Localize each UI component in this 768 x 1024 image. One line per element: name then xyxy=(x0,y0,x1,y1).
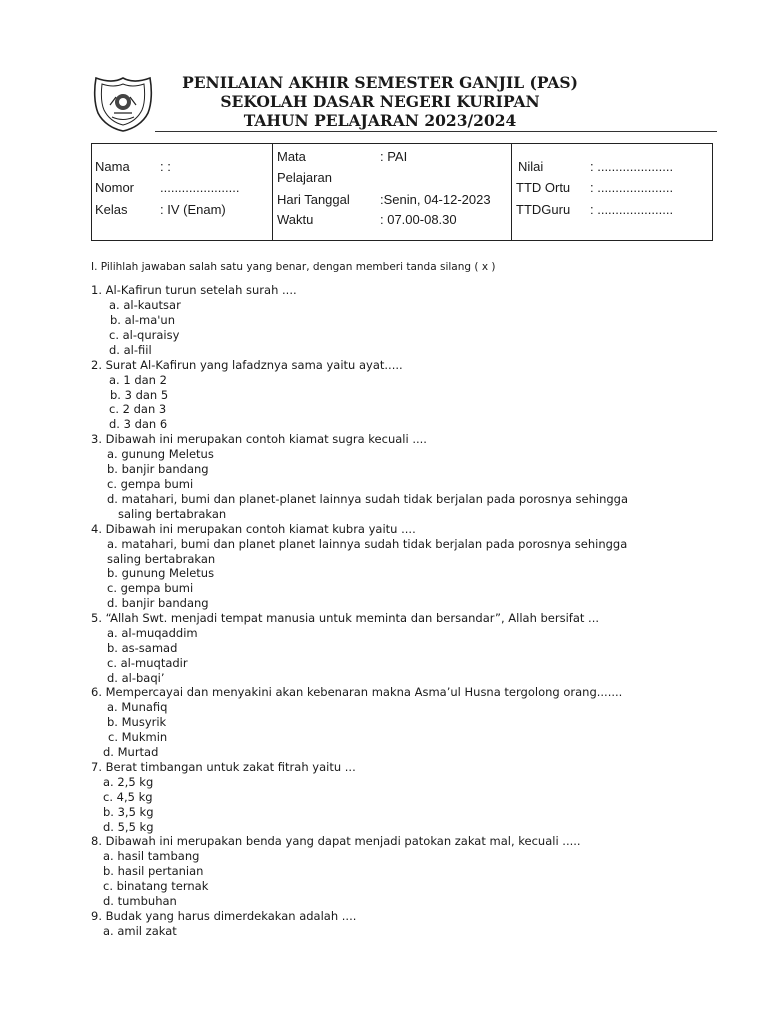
option-4a-continuation: saling bertabrakan xyxy=(107,552,216,566)
option-6d[interactable]: d. Murtad xyxy=(103,745,159,759)
nama-label: Nama xyxy=(95,159,130,174)
school-emblem-logo xyxy=(92,75,154,133)
option-8b[interactable]: b. hasil pertanian xyxy=(103,864,204,878)
nilai-value[interactable]: : ..................... xyxy=(590,159,674,174)
question-8: 8. Dibawah ini merupakan benda yang dapat menjadi patokan zakat mal, kecuali ..... xyxy=(91,834,581,848)
nomor-label: Nomor xyxy=(95,180,135,195)
mata-pelajaran-value: : PAI xyxy=(380,149,408,164)
option-3c[interactable]: c. gempa bumi xyxy=(107,477,194,491)
mata-pelajaran-label-line2: Pelajaran xyxy=(277,170,332,185)
option-7c[interactable]: c. 4,5 kg xyxy=(103,790,153,804)
info-column-divider-2 xyxy=(511,144,512,240)
info-column-divider-1 xyxy=(272,144,273,240)
ttd-guru-value[interactable]: : ..................... xyxy=(590,202,674,217)
option-6c[interactable]: c. Mukmin xyxy=(108,730,168,744)
option-7a[interactable]: a. 2,5 kg xyxy=(103,775,154,789)
exam-title: PENILAIAN AKHIR SEMESTER GANJIL (PAS) xyxy=(182,73,578,92)
header-divider xyxy=(155,131,717,132)
option-4a[interactable]: a. matahari, bumi dan planet planet lainnya sudah tidak berjalan pada porosnya sehingga xyxy=(107,537,628,551)
option-6a[interactable]: a. Munafiq xyxy=(107,700,168,714)
option-2a[interactable]: a. 1 dan 2 xyxy=(109,373,167,387)
hari-tanggal-value: :Senin, 04-12-2023 xyxy=(380,192,491,207)
option-7b[interactable]: b. 3,5 kg xyxy=(103,805,154,819)
option-5a[interactable]: a. al-muqaddim xyxy=(107,626,198,640)
option-5d[interactable]: d. al-baqi’ xyxy=(107,671,165,685)
question-3: 3. Dibawah ini merupakan contoh kiamat sugra kecuali .... xyxy=(91,432,427,446)
question-7: 7. Berat timbangan untuk zakat fitrah yaitu ... xyxy=(91,760,356,774)
option-1c[interactable]: c. al-quraisy xyxy=(109,328,180,342)
option-1a[interactable]: a. al-kautsar xyxy=(109,298,181,312)
question-4: 4. Dibawah ini merupakan contoh kiamat kubra yaitu .... xyxy=(91,522,416,536)
waktu-value: : 07.00-08.30 xyxy=(380,212,457,227)
mata-pelajaran-label-line1: Mata xyxy=(277,149,306,164)
kelas-value: : IV (Enam) xyxy=(160,202,226,217)
nomor-value[interactable]: ...................... xyxy=(160,180,240,195)
instruction-text: I. Pilihlah jawaban salah satu yang benar, dengan memberi tanda silang ( x ) xyxy=(91,261,496,273)
option-1b[interactable]: b. al-ma'un xyxy=(110,313,175,327)
option-3b[interactable]: b. banjir bandang xyxy=(107,462,209,476)
ttd-guru-label: TTDGuru xyxy=(516,202,571,217)
option-2b[interactable]: b. 3 dan 5 xyxy=(110,388,169,402)
student-info-box xyxy=(91,143,713,241)
question-6: 6. Mempercayai dan menyakini akan kebenaran makna Asma’ul Husna tergolong orang....... xyxy=(91,685,623,699)
option-2c[interactable]: c. 2 dan 3 xyxy=(109,402,167,416)
question-9: 9. Budak yang harus dimerdekakan adalah .... xyxy=(91,909,357,923)
question-2: 2. Surat Al-Kafirun yang lafadznya sama yaitu ayat..... xyxy=(91,358,403,372)
waktu-label: Waktu xyxy=(277,212,314,227)
option-9a[interactable]: a. amil zakat xyxy=(103,924,177,938)
option-8c[interactable]: c. binatang ternak xyxy=(103,879,209,893)
kelas-label: Kelas xyxy=(95,202,128,217)
school-name: SEKOLAH DASAR NEGERI KURIPAN xyxy=(220,92,540,111)
option-4d[interactable]: d. banjir bandang xyxy=(107,596,209,610)
option-1d[interactable]: d. al-fiil xyxy=(109,343,152,357)
option-2d[interactable]: d. 3 dan 6 xyxy=(109,417,168,431)
option-3d-continuation: saling bertabrakan xyxy=(118,507,227,521)
academic-year: TAHUN PELAJARAN 2023/2024 xyxy=(243,111,517,130)
nama-value[interactable]: : : xyxy=(160,159,171,174)
option-3d[interactable]: d. matahari, bumi dan planet-planet lainnya sudah tidak berjalan pada porosnya sehingga xyxy=(107,492,629,506)
nilai-label: Nilai xyxy=(518,159,544,174)
option-8a[interactable]: a. hasil tambang xyxy=(103,849,200,863)
option-6b[interactable]: b. Musyrik xyxy=(107,715,167,729)
hari-tanggal-label: Hari Tanggal xyxy=(277,192,350,207)
option-7d[interactable]: d. 5,5 kg xyxy=(103,820,154,834)
question-5: 5. “Allah Swt. menjadi tempat manusia untuk meminta dan bersandar”, Allah bersifat ... xyxy=(91,611,600,625)
question-1: 1. Al-Kafirun turun setelah surah .... xyxy=(91,283,297,297)
option-4c[interactable]: c. gempa bumi xyxy=(107,581,194,595)
ttd-ortu-value[interactable]: : ..................... xyxy=(590,180,674,195)
option-5b[interactable]: b. as-samad xyxy=(107,641,178,655)
option-8d[interactable]: d. tumbuhan xyxy=(103,894,177,908)
option-4b[interactable]: b. gunung Meletus xyxy=(107,566,215,580)
option-3a[interactable]: a. gunung Meletus xyxy=(107,447,214,461)
option-5c[interactable]: c. al-muqtadir xyxy=(107,656,188,670)
ttd-ortu-label: TTD Ortu xyxy=(516,180,571,195)
